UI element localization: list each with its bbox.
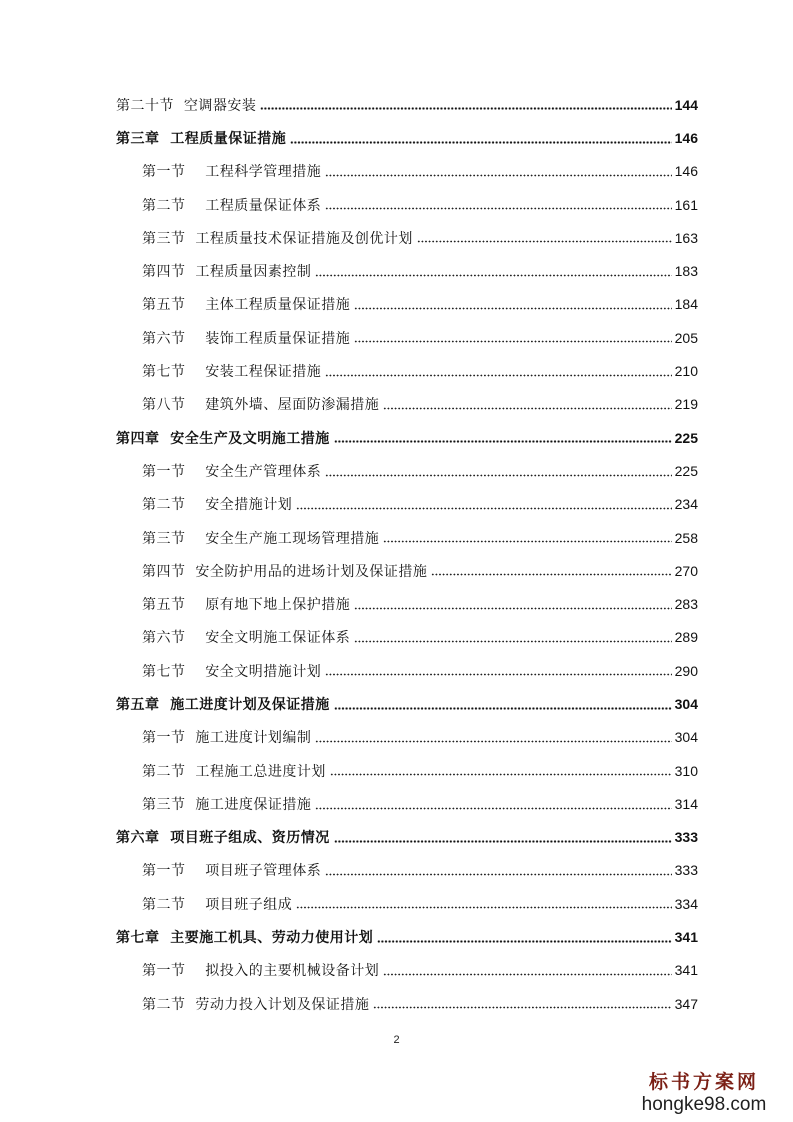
toc-entry-section-20[interactable]: [0, 88, 793, 121]
toc-entry-title: 第七节 安全文明措施计划: [142, 663, 322, 680]
toc-entry-section[interactable]: [0, 254, 793, 287]
toc-entry-title: 第四章 安全生产及文明施工措施: [116, 430, 330, 447]
table-of-contents: [0, 88, 793, 1020]
toc-entry-title: 第一节 工程科学管理措施: [142, 164, 322, 181]
dot-leader: [383, 962, 671, 976]
watermark-cn-text: 标书方案网: [648, 1071, 759, 1093]
toc-entry-page: 314: [674, 795, 698, 812]
dot-leader: [325, 662, 671, 676]
toc-entry-title: 第二节 项目班子组成: [142, 896, 293, 913]
toc-entry-page: 234: [674, 496, 698, 513]
toc-entry-title: 第八节 建筑外墙、屋面防渗漏措施: [142, 397, 380, 414]
dot-leader: [383, 396, 671, 410]
dot-leader: [315, 729, 671, 743]
toc-entry-title: 第三节 工程质量技术保证措施及创优计划: [142, 230, 413, 247]
toc-entry-page: 163: [674, 229, 698, 246]
toc-entry-page: 310: [674, 762, 698, 779]
toc-entry-page: 146: [674, 163, 698, 180]
watermark-url-text: hongke98.com: [641, 1094, 767, 1115]
toc-entry-page: 219: [674, 396, 698, 413]
toc-entry-page: 304: [674, 729, 698, 746]
dot-leader: [325, 862, 671, 876]
dot-leader: [290, 130, 671, 144]
toc-entry-page: 210: [674, 363, 698, 380]
toc-entry-chapter-3[interactable]: [0, 121, 793, 154]
toc-entry-page: 183: [674, 263, 698, 280]
toc-entry-section[interactable]: [0, 388, 793, 421]
toc-entry-title: 第一节 拟投入的主要机械设备计划: [142, 963, 380, 980]
toc-entry-section[interactable]: [0, 454, 793, 487]
toc-entry-title: 第二节 工程质量保证体系: [142, 197, 322, 214]
toc-entry-title: 第二节 安全措施计划: [142, 497, 293, 514]
dot-leader: [315, 796, 671, 810]
toc-entry-page: 225: [674, 462, 698, 479]
dot-leader: [334, 696, 672, 710]
toc-entry-title: 第六节 装饰工程质量保证措施: [142, 330, 351, 347]
toc-entry-page: 341: [674, 929, 698, 946]
toc-entry-page: 333: [674, 829, 698, 846]
dot-leader: [354, 329, 671, 343]
toc-entry-section[interactable]: [0, 188, 793, 221]
toc-entry-section[interactable]: [0, 987, 793, 1020]
toc-entry-title: 第七章 主要施工机具、劳动力使用计划: [116, 930, 374, 947]
toc-entry-section[interactable]: [0, 554, 793, 587]
toc-entry-section[interactable]: [0, 754, 793, 787]
toc-entry-page: 289: [674, 629, 698, 646]
toc-entry-page: 161: [674, 196, 698, 213]
toc-entry-chapter-6[interactable]: [0, 821, 793, 854]
toc-entry-title: 第六节 安全文明施工保证体系: [142, 630, 351, 647]
toc-entry-section[interactable]: [0, 521, 793, 554]
toc-entry-title: 第一节 施工进度计划编制: [142, 730, 312, 747]
toc-entry-title: 第四节 安全防护用品的进场计划及保证措施: [142, 563, 428, 580]
toc-entry-section[interactable]: [0, 787, 793, 820]
toc-entry-title: 第三章 工程质量保证措施: [116, 130, 287, 147]
toc-entry-section[interactable]: [0, 155, 793, 188]
toc-entry-page: 144: [674, 96, 698, 113]
dot-leader: [330, 762, 672, 776]
toc-entry-page: 184: [674, 296, 698, 313]
toc-entry-section[interactable]: [0, 221, 793, 254]
toc-entry-title: 第二十节 空调器安装: [116, 97, 257, 114]
toc-entry-chapter-4[interactable]: [0, 421, 793, 454]
dot-leader: [325, 463, 671, 477]
toc-entry-title: 第五章 施工进度计划及保证措施: [116, 696, 330, 713]
toc-entry-page: 270: [674, 562, 698, 579]
dot-leader: [325, 163, 671, 177]
toc-entry-section[interactable]: [0, 488, 793, 521]
dot-leader: [431, 562, 671, 576]
toc-entry-title: 第四节 工程质量因素控制: [142, 264, 312, 281]
toc-entry-section[interactable]: [0, 954, 793, 987]
toc-entry-section[interactable]: [0, 288, 793, 321]
toc-entry-title: 第五节 原有地下地上保护措施: [142, 597, 351, 614]
toc-entry-section[interactable]: [0, 854, 793, 887]
toc-entry-section[interactable]: [0, 621, 793, 654]
toc-entry-title: 第三节 施工进度保证措施: [142, 796, 312, 813]
toc-entry-chapter-5[interactable]: [0, 687, 793, 720]
toc-entry-title: 第三节 安全生产施工现场管理措施: [142, 530, 380, 547]
toc-entry-title: 第一节 安全生产管理体系: [142, 463, 322, 480]
dot-leader: [334, 829, 672, 843]
toc-entry-section[interactable]: [0, 887, 793, 920]
toc-entry-page: 283: [674, 596, 698, 613]
dot-leader: [334, 429, 672, 443]
toc-entry-section[interactable]: [0, 587, 793, 620]
toc-entry-page: 333: [674, 862, 698, 879]
toc-entry-page: 146: [674, 129, 698, 146]
toc-entry-title: 第二节 工程施工总进度计划: [142, 763, 326, 780]
dot-leader: [296, 895, 671, 909]
page-number: 2: [393, 1034, 400, 1046]
dot-leader: [354, 296, 671, 310]
dot-leader: [383, 529, 671, 543]
toc-entry-page: 347: [674, 995, 698, 1012]
dot-leader: [296, 496, 671, 510]
toc-entry-section[interactable]: [0, 721, 793, 754]
toc-entry-page: 225: [674, 429, 698, 446]
dot-leader: [354, 629, 671, 643]
toc-entry-page: 258: [674, 529, 698, 546]
toc-entry-title: 第七节 安装工程保证措施: [142, 364, 322, 381]
toc-entry-section[interactable]: [0, 654, 793, 687]
toc-entry-title: 第二节 劳动力投入计划及保证措施: [142, 996, 370, 1013]
toc-entry-title: 第六章 项目班子组成、资历情况: [116, 830, 330, 847]
toc-entry-page: 290: [674, 662, 698, 679]
dot-leader: [315, 263, 671, 277]
toc-entry-section[interactable]: [0, 354, 793, 387]
dot-leader: [417, 229, 672, 243]
dot-leader: [373, 995, 671, 1009]
toc-entry-section[interactable]: [0, 321, 793, 354]
dot-leader: [354, 596, 671, 610]
toc-entry-page: 341: [674, 962, 698, 979]
toc-entry-page: 205: [674, 329, 698, 346]
dot-leader: [260, 96, 671, 110]
toc-entry-title: 第五节 主体工程质量保证措施: [142, 297, 351, 314]
toc-entry-page: 304: [674, 695, 698, 712]
toc-entry-title: 第一节 项目班子管理体系: [142, 863, 322, 880]
dot-leader: [377, 929, 671, 943]
dot-leader: [325, 196, 671, 210]
dot-leader: [325, 363, 671, 377]
toc-entry-page: 334: [674, 895, 698, 912]
toc-entry-chapter-7[interactable]: [0, 920, 793, 953]
watermark-logo: [629, 1070, 779, 1116]
